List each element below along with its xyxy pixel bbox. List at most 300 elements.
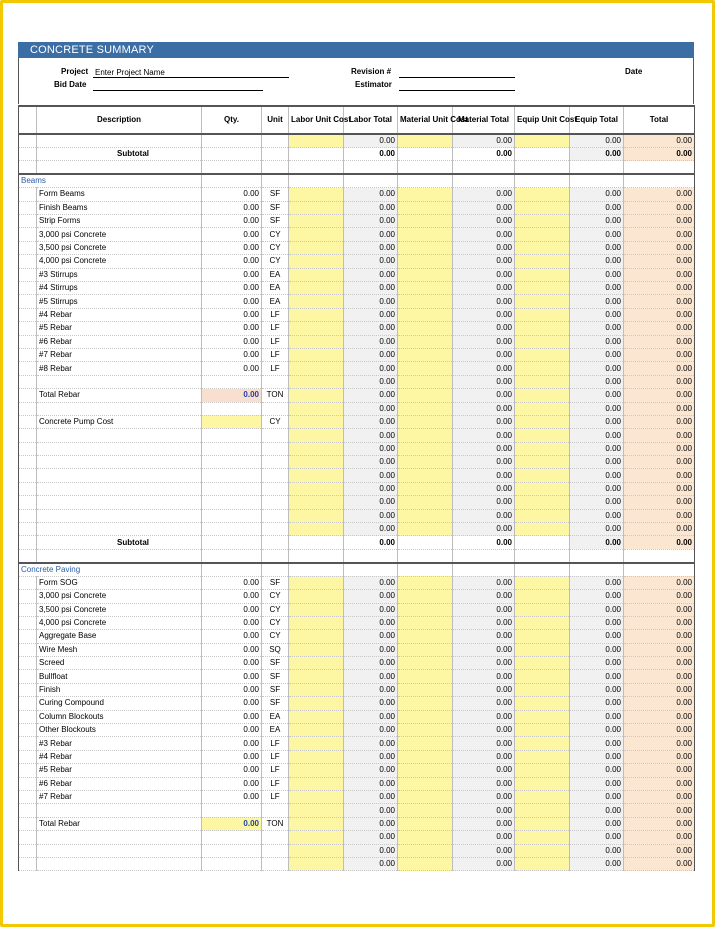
unit-cell[interactable]	[262, 134, 289, 148]
description-cell[interactable]	[37, 456, 202, 469]
description-cell[interactable]	[37, 509, 202, 522]
material-unit-cost-cell[interactable]	[398, 603, 453, 616]
description-cell[interactable]: Total Rebar	[37, 389, 202, 402]
qty-cell[interactable]	[202, 844, 262, 857]
labor-unit-cost-cell[interactable]	[289, 134, 344, 148]
material-unit-cost-cell[interactable]	[398, 777, 453, 790]
description-cell[interactable]: Other Blockouts	[37, 724, 202, 737]
labor-unit-cost-cell[interactable]	[289, 215, 344, 228]
equip-unit-cost-cell[interactable]	[515, 389, 570, 402]
labor-unit-cost-cell[interactable]	[289, 844, 344, 857]
equip-unit-cost-cell[interactable]	[515, 295, 570, 308]
equip-unit-cost-cell[interactable]	[515, 282, 570, 295]
qty-cell[interactable]: 0.00	[202, 710, 262, 723]
description-cell[interactable]	[37, 844, 202, 857]
labor-unit-cost-cell[interactable]	[289, 657, 344, 670]
description-cell[interactable]: Screed	[37, 657, 202, 670]
description-cell[interactable]: Form Beams	[37, 188, 202, 201]
material-unit-cost-cell[interactable]	[398, 509, 453, 522]
equip-unit-cost-cell[interactable]	[515, 482, 570, 495]
unit-cell[interactable]	[262, 442, 289, 455]
equip-unit-cost-cell[interactable]	[515, 724, 570, 737]
equip-unit-cost-cell[interactable]	[515, 603, 570, 616]
qty-cell[interactable]	[202, 536, 262, 549]
labor-unit-cost-cell[interactable]	[289, 724, 344, 737]
material-unit-cost-cell[interactable]	[398, 496, 453, 509]
labor-unit-cost-cell[interactable]	[289, 255, 344, 268]
equip-unit-cost-cell[interactable]	[515, 456, 570, 469]
labor-unit-cost-cell[interactable]	[289, 630, 344, 643]
labor-unit-cost-cell[interactable]	[289, 590, 344, 603]
qty-cell[interactable]: 0.00	[202, 282, 262, 295]
labor-unit-cost-cell[interactable]	[289, 523, 344, 536]
qty-cell[interactable]: 0.00	[202, 268, 262, 281]
labor-unit-cost-cell[interactable]	[289, 389, 344, 402]
equip-unit-cost-cell[interactable]	[515, 844, 570, 857]
estimator-field[interactable]	[399, 79, 515, 91]
equip-unit-cost-cell[interactable]	[515, 509, 570, 522]
qty-cell[interactable]: 0.00	[202, 215, 262, 228]
description-cell[interactable]	[37, 429, 202, 442]
unit-cell[interactable]: TON	[262, 389, 289, 402]
material-unit-cost-cell[interactable]	[398, 241, 453, 254]
unit-cell[interactable]: SF	[262, 576, 289, 589]
labor-unit-cost-cell[interactable]	[289, 429, 344, 442]
subtotal-label[interactable]: Subtotal	[37, 148, 202, 161]
qty-cell[interactable]: 0.00	[202, 188, 262, 201]
material-unit-cost-cell[interactable]	[398, 188, 453, 201]
labor-unit-cost-cell[interactable]	[289, 456, 344, 469]
labor-unit-cost-cell[interactable]	[289, 831, 344, 844]
unit-cell[interactable]	[262, 496, 289, 509]
material-unit-cost-cell[interactable]	[398, 670, 453, 683]
qty-cell[interactable]	[202, 442, 262, 455]
material-unit-cost-cell[interactable]	[398, 389, 453, 402]
qty-cell[interactable]: 0.00	[202, 817, 262, 830]
description-cell[interactable]: #4 Rebar	[37, 750, 202, 763]
equip-unit-cost-cell[interactable]	[515, 148, 570, 161]
labor-unit-cost-cell[interactable]	[289, 295, 344, 308]
unit-cell[interactable]	[262, 429, 289, 442]
equip-unit-cost-cell[interactable]	[515, 268, 570, 281]
description-cell[interactable]: Concrete Pump Cost	[37, 415, 202, 428]
equip-unit-cost-cell[interactable]	[515, 134, 570, 148]
bid-date-field[interactable]	[93, 79, 263, 91]
labor-unit-cost-cell[interactable]	[289, 817, 344, 830]
material-unit-cost-cell[interactable]	[398, 268, 453, 281]
description-cell[interactable]: #7 Rebar	[37, 348, 202, 361]
unit-cell[interactable]: CY	[262, 415, 289, 428]
equip-unit-cost-cell[interactable]	[515, 643, 570, 656]
labor-unit-cost-cell[interactable]	[289, 509, 344, 522]
qty-cell[interactable]: 0.00	[202, 362, 262, 375]
labor-unit-cost-cell[interactable]	[289, 335, 344, 348]
equip-unit-cost-cell[interactable]	[515, 429, 570, 442]
material-unit-cost-cell[interactable]	[398, 469, 453, 482]
labor-unit-cost-cell[interactable]	[289, 148, 344, 161]
material-unit-cost-cell[interactable]	[398, 576, 453, 589]
description-cell[interactable]: 3,000 psi Concrete	[37, 590, 202, 603]
qty-cell[interactable]	[202, 456, 262, 469]
description-cell[interactable]	[37, 482, 202, 495]
qty-cell[interactable]: 0.00	[202, 308, 262, 321]
description-cell[interactable]: #5 Rebar	[37, 764, 202, 777]
unit-cell[interactable]: SF	[262, 683, 289, 696]
labor-unit-cost-cell[interactable]	[289, 616, 344, 629]
qty-cell[interactable]	[202, 857, 262, 870]
qty-cell[interactable]	[202, 375, 262, 388]
equip-unit-cost-cell[interactable]	[515, 657, 570, 670]
qty-cell[interactable]: 0.00	[202, 683, 262, 696]
material-unit-cost-cell[interactable]	[398, 215, 453, 228]
labor-unit-cost-cell[interactable]	[289, 777, 344, 790]
labor-unit-cost-cell[interactable]	[289, 710, 344, 723]
unit-cell[interactable]: CY	[262, 255, 289, 268]
qty-cell[interactable]	[202, 469, 262, 482]
equip-unit-cost-cell[interactable]	[515, 348, 570, 361]
subtotal-label[interactable]: Subtotal	[37, 536, 202, 549]
description-cell[interactable]: #4 Stirrups	[37, 282, 202, 295]
labor-unit-cost-cell[interactable]	[289, 201, 344, 214]
labor-unit-cost-cell[interactable]	[289, 496, 344, 509]
qty-cell[interactable]: 0.00	[202, 643, 262, 656]
qty-cell[interactable]	[202, 804, 262, 817]
equip-unit-cost-cell[interactable]	[515, 241, 570, 254]
qty-cell[interactable]: 0.00	[202, 777, 262, 790]
equip-unit-cost-cell[interactable]	[515, 335, 570, 348]
description-cell[interactable]: Wire Mesh	[37, 643, 202, 656]
unit-cell[interactable]	[262, 456, 289, 469]
labor-unit-cost-cell[interactable]	[289, 241, 344, 254]
unit-cell[interactable]: TON	[262, 817, 289, 830]
labor-unit-cost-cell[interactable]	[289, 322, 344, 335]
description-cell[interactable]: Strip Forms	[37, 215, 202, 228]
unit-cell[interactable]	[262, 375, 289, 388]
material-unit-cost-cell[interactable]	[398, 790, 453, 803]
unit-cell[interactable]: EA	[262, 724, 289, 737]
labor-unit-cost-cell[interactable]	[289, 670, 344, 683]
unit-cell[interactable]: CY	[262, 603, 289, 616]
material-unit-cost-cell[interactable]	[398, 308, 453, 321]
material-unit-cost-cell[interactable]	[398, 442, 453, 455]
material-unit-cost-cell[interactable]	[398, 724, 453, 737]
unit-cell[interactable]: LF	[262, 737, 289, 750]
qty-cell[interactable]	[202, 482, 262, 495]
material-unit-cost-cell[interactable]	[398, 536, 453, 549]
equip-unit-cost-cell[interactable]	[515, 255, 570, 268]
qty-cell[interactable]: 0.00	[202, 590, 262, 603]
qty-cell[interactable]: 0.00	[202, 764, 262, 777]
qty-cell[interactable]: 0.00	[202, 724, 262, 737]
material-unit-cost-cell[interactable]	[398, 590, 453, 603]
qty-cell[interactable]	[202, 148, 262, 161]
description-cell[interactable]: Column Blockouts	[37, 710, 202, 723]
unit-cell[interactable]: LF	[262, 348, 289, 361]
unit-cell[interactable]	[262, 402, 289, 415]
qty-cell[interactable]: 0.00	[202, 322, 262, 335]
unit-cell[interactable]: SF	[262, 657, 289, 670]
equip-unit-cost-cell[interactable]	[515, 804, 570, 817]
unit-cell[interactable]: EA	[262, 295, 289, 308]
description-cell[interactable]	[37, 831, 202, 844]
equip-unit-cost-cell[interactable]	[515, 201, 570, 214]
description-cell[interactable]: Bullfloat	[37, 670, 202, 683]
equip-unit-cost-cell[interactable]	[515, 308, 570, 321]
material-unit-cost-cell[interactable]	[398, 831, 453, 844]
equip-unit-cost-cell[interactable]	[515, 670, 570, 683]
equip-unit-cost-cell[interactable]	[515, 817, 570, 830]
qty-cell[interactable]: 0.00	[202, 241, 262, 254]
unit-cell[interactable]: LF	[262, 308, 289, 321]
qty-cell[interactable]: 0.00	[202, 201, 262, 214]
material-unit-cost-cell[interactable]	[398, 697, 453, 710]
unit-cell[interactable]: LF	[262, 335, 289, 348]
labor-unit-cost-cell[interactable]	[289, 469, 344, 482]
qty-cell[interactable]: 0.00	[202, 576, 262, 589]
description-cell[interactable]: Finish Beams	[37, 201, 202, 214]
material-unit-cost-cell[interactable]	[398, 228, 453, 241]
material-unit-cost-cell[interactable]	[398, 295, 453, 308]
equip-unit-cost-cell[interactable]	[515, 710, 570, 723]
qty-cell[interactable]: 0.00	[202, 737, 262, 750]
material-unit-cost-cell[interactable]	[398, 710, 453, 723]
labor-unit-cost-cell[interactable]	[289, 643, 344, 656]
qty-cell[interactable]	[202, 496, 262, 509]
equip-unit-cost-cell[interactable]	[515, 590, 570, 603]
material-unit-cost-cell[interactable]	[398, 429, 453, 442]
material-unit-cost-cell[interactable]	[398, 362, 453, 375]
material-unit-cost-cell[interactable]	[398, 523, 453, 536]
qty-cell[interactable]: 0.00	[202, 389, 262, 402]
labor-unit-cost-cell[interactable]	[289, 282, 344, 295]
equip-unit-cost-cell[interactable]	[515, 228, 570, 241]
qty-cell[interactable]: 0.00	[202, 750, 262, 763]
unit-cell[interactable]: LF	[262, 322, 289, 335]
equip-unit-cost-cell[interactable]	[515, 831, 570, 844]
unit-cell[interactable]: EA	[262, 268, 289, 281]
description-cell[interactable]: #6 Rebar	[37, 777, 202, 790]
material-unit-cost-cell[interactable]	[398, 764, 453, 777]
qty-cell[interactable]	[202, 523, 262, 536]
description-cell[interactable]: Finish	[37, 683, 202, 696]
material-unit-cost-cell[interactable]	[398, 335, 453, 348]
description-cell[interactable]	[37, 523, 202, 536]
unit-cell[interactable]: LF	[262, 790, 289, 803]
unit-cell[interactable]: SF	[262, 670, 289, 683]
description-cell[interactable]: 4,000 psi Concrete	[37, 255, 202, 268]
description-cell[interactable]: #7 Rebar	[37, 790, 202, 803]
unit-cell[interactable]	[262, 523, 289, 536]
labor-unit-cost-cell[interactable]	[289, 415, 344, 428]
unit-cell[interactable]	[262, 469, 289, 482]
description-cell[interactable]: Total Rebar	[37, 817, 202, 830]
labor-unit-cost-cell[interactable]	[289, 348, 344, 361]
unit-cell[interactable]: LF	[262, 777, 289, 790]
equip-unit-cost-cell[interactable]	[515, 777, 570, 790]
qty-cell[interactable]: 0.00	[202, 670, 262, 683]
qty-cell[interactable]: 0.00	[202, 348, 262, 361]
material-unit-cost-cell[interactable]	[398, 348, 453, 361]
qty-cell[interactable]	[202, 415, 262, 428]
qty-cell[interactable]: 0.00	[202, 790, 262, 803]
material-unit-cost-cell[interactable]	[398, 282, 453, 295]
labor-unit-cost-cell[interactable]	[289, 402, 344, 415]
unit-cell[interactable]: LF	[262, 362, 289, 375]
equip-unit-cost-cell[interactable]	[515, 616, 570, 629]
unit-cell[interactable]: CY	[262, 590, 289, 603]
qty-cell[interactable]: 0.00	[202, 657, 262, 670]
labor-unit-cost-cell[interactable]	[289, 750, 344, 763]
labor-unit-cost-cell[interactable]	[289, 482, 344, 495]
unit-cell[interactable]: EA	[262, 710, 289, 723]
unit-cell[interactable]: LF	[262, 750, 289, 763]
equip-unit-cost-cell[interactable]	[515, 375, 570, 388]
description-cell[interactable]	[37, 469, 202, 482]
equip-unit-cost-cell[interactable]	[515, 188, 570, 201]
description-cell[interactable]: #3 Rebar	[37, 737, 202, 750]
labor-unit-cost-cell[interactable]	[289, 536, 344, 549]
description-cell[interactable]	[37, 857, 202, 870]
material-unit-cost-cell[interactable]	[398, 402, 453, 415]
qty-cell[interactable]: 0.00	[202, 335, 262, 348]
unit-cell[interactable]: SF	[262, 697, 289, 710]
equip-unit-cost-cell[interactable]	[515, 402, 570, 415]
description-cell[interactable]: 4,000 psi Concrete	[37, 616, 202, 629]
description-cell[interactable]: #3 Stirrups	[37, 268, 202, 281]
material-unit-cost-cell[interactable]	[398, 804, 453, 817]
material-unit-cost-cell[interactable]	[398, 844, 453, 857]
labor-unit-cost-cell[interactable]	[289, 683, 344, 696]
unit-cell[interactable]: CY	[262, 616, 289, 629]
equip-unit-cost-cell[interactable]	[515, 683, 570, 696]
labor-unit-cost-cell[interactable]	[289, 375, 344, 388]
equip-unit-cost-cell[interactable]	[515, 737, 570, 750]
qty-cell[interactable]	[202, 831, 262, 844]
material-unit-cost-cell[interactable]	[398, 201, 453, 214]
qty-cell[interactable]: 0.00	[202, 697, 262, 710]
unit-cell[interactable]	[262, 844, 289, 857]
material-unit-cost-cell[interactable]	[398, 630, 453, 643]
material-unit-cost-cell[interactable]	[398, 817, 453, 830]
unit-cell[interactable]	[262, 804, 289, 817]
equip-unit-cost-cell[interactable]	[515, 536, 570, 549]
unit-cell[interactable]: SF	[262, 188, 289, 201]
equip-unit-cost-cell[interactable]	[515, 790, 570, 803]
labor-unit-cost-cell[interactable]	[289, 268, 344, 281]
description-cell[interactable]	[37, 496, 202, 509]
unit-cell[interactable]: CY	[262, 228, 289, 241]
description-cell[interactable]: 3,500 psi Concrete	[37, 241, 202, 254]
labor-unit-cost-cell[interactable]	[289, 228, 344, 241]
equip-unit-cost-cell[interactable]	[515, 750, 570, 763]
material-unit-cost-cell[interactable]	[398, 737, 453, 750]
material-unit-cost-cell[interactable]	[398, 482, 453, 495]
material-unit-cost-cell[interactable]	[398, 657, 453, 670]
unit-cell[interactable]	[262, 482, 289, 495]
qty-cell[interactable]	[202, 509, 262, 522]
unit-cell[interactable]	[262, 536, 289, 549]
material-unit-cost-cell[interactable]	[398, 375, 453, 388]
qty-cell[interactable]	[202, 134, 262, 148]
equip-unit-cost-cell[interactable]	[515, 697, 570, 710]
description-cell[interactable]: Form SOG	[37, 576, 202, 589]
description-cell[interactable]	[37, 134, 202, 148]
qty-cell[interactable]: 0.00	[202, 228, 262, 241]
unit-cell[interactable]: LF	[262, 764, 289, 777]
labor-unit-cost-cell[interactable]	[289, 697, 344, 710]
description-cell[interactable]	[37, 375, 202, 388]
equip-unit-cost-cell[interactable]	[515, 576, 570, 589]
qty-cell[interactable]	[202, 429, 262, 442]
equip-unit-cost-cell[interactable]	[515, 215, 570, 228]
revision-field[interactable]	[399, 66, 515, 78]
labor-unit-cost-cell[interactable]	[289, 857, 344, 870]
equip-unit-cost-cell[interactable]	[515, 415, 570, 428]
unit-cell[interactable]: SQ	[262, 643, 289, 656]
qty-cell[interactable]: 0.00	[202, 603, 262, 616]
unit-cell[interactable]: EA	[262, 282, 289, 295]
description-cell[interactable]	[37, 402, 202, 415]
material-unit-cost-cell[interactable]	[398, 750, 453, 763]
description-cell[interactable]: 3,000 psi Concrete	[37, 228, 202, 241]
material-unit-cost-cell[interactable]	[398, 643, 453, 656]
description-cell[interactable]: #5 Rebar	[37, 322, 202, 335]
qty-cell[interactable]	[202, 402, 262, 415]
description-cell[interactable]: Aggregate Base	[37, 630, 202, 643]
equip-unit-cost-cell[interactable]	[515, 469, 570, 482]
labor-unit-cost-cell[interactable]	[289, 442, 344, 455]
description-cell[interactable]: 3,500 psi Concrete	[37, 603, 202, 616]
description-cell[interactable]	[37, 804, 202, 817]
qty-cell[interactable]: 0.00	[202, 295, 262, 308]
material-unit-cost-cell[interactable]	[398, 322, 453, 335]
labor-unit-cost-cell[interactable]	[289, 576, 344, 589]
equip-unit-cost-cell[interactable]	[515, 362, 570, 375]
equip-unit-cost-cell[interactable]	[515, 764, 570, 777]
labor-unit-cost-cell[interactable]	[289, 764, 344, 777]
labor-unit-cost-cell[interactable]	[289, 362, 344, 375]
unit-cell[interactable]: CY	[262, 630, 289, 643]
unit-cell[interactable]	[262, 509, 289, 522]
unit-cell[interactable]: CY	[262, 241, 289, 254]
material-unit-cost-cell[interactable]	[398, 616, 453, 629]
material-unit-cost-cell[interactable]	[398, 857, 453, 870]
labor-unit-cost-cell[interactable]	[289, 790, 344, 803]
qty-cell[interactable]: 0.00	[202, 255, 262, 268]
labor-unit-cost-cell[interactable]	[289, 603, 344, 616]
labor-unit-cost-cell[interactable]	[289, 804, 344, 817]
material-unit-cost-cell[interactable]	[398, 148, 453, 161]
equip-unit-cost-cell[interactable]	[515, 442, 570, 455]
equip-unit-cost-cell[interactable]	[515, 630, 570, 643]
labor-unit-cost-cell[interactable]	[289, 308, 344, 321]
material-unit-cost-cell[interactable]	[398, 683, 453, 696]
description-cell[interactable]	[37, 442, 202, 455]
unit-cell[interactable]	[262, 148, 289, 161]
material-unit-cost-cell[interactable]	[398, 456, 453, 469]
qty-cell[interactable]: 0.00	[202, 616, 262, 629]
equip-unit-cost-cell[interactable]	[515, 322, 570, 335]
material-unit-cost-cell[interactable]	[398, 415, 453, 428]
unit-cell[interactable]	[262, 831, 289, 844]
equip-unit-cost-cell[interactable]	[515, 857, 570, 870]
description-cell[interactable]: Curing Compound	[37, 697, 202, 710]
labor-unit-cost-cell[interactable]	[289, 737, 344, 750]
unit-cell[interactable]	[262, 857, 289, 870]
description-cell[interactable]: #5 Stirrups	[37, 295, 202, 308]
equip-unit-cost-cell[interactable]	[515, 496, 570, 509]
project-field[interactable]	[93, 66, 289, 78]
